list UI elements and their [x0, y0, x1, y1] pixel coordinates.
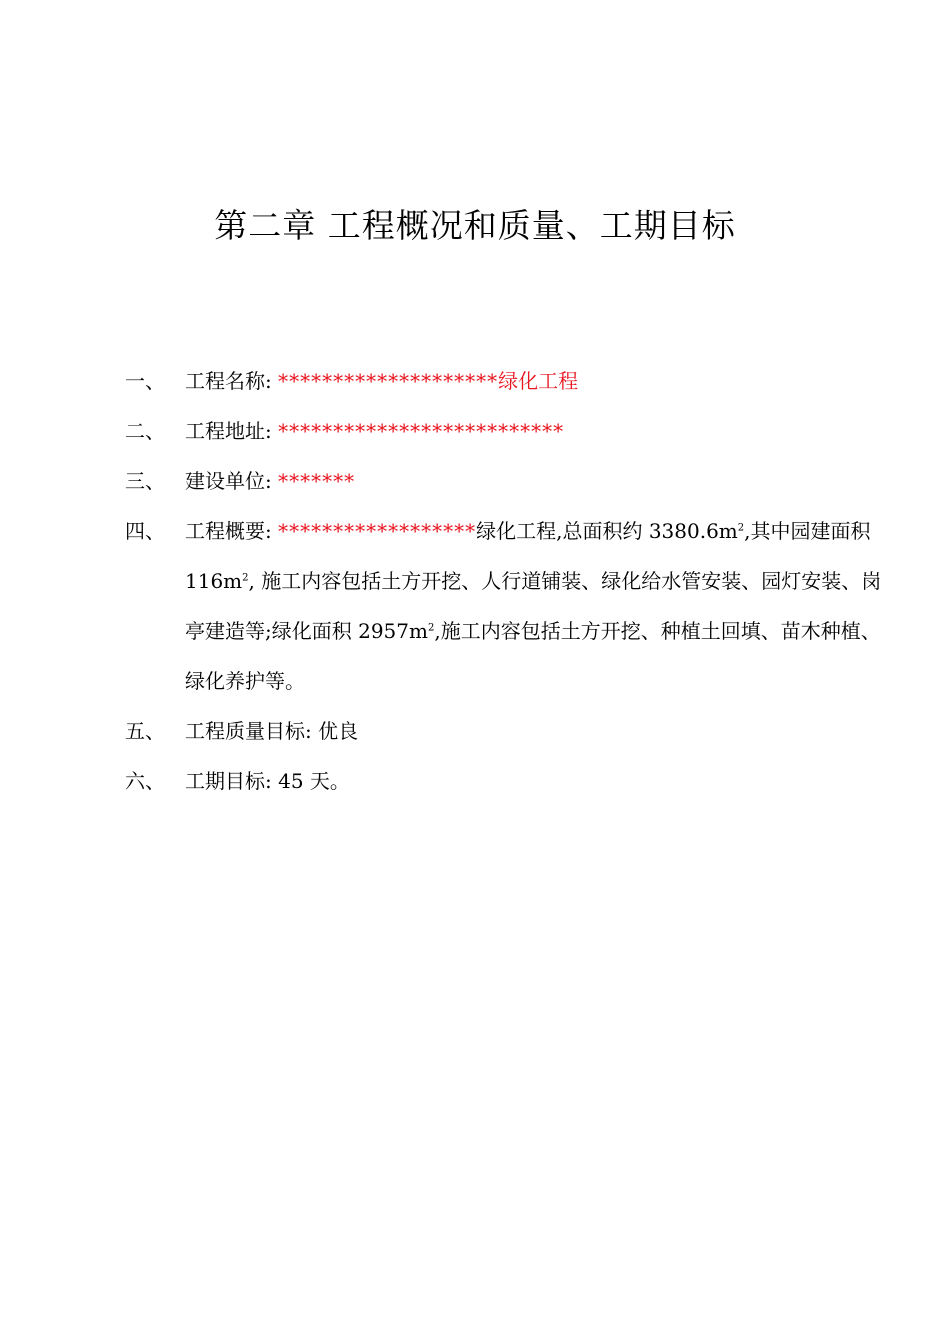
item-number: 二、: [125, 419, 165, 443]
project-info-list: [125, 356, 895, 806]
item-number: 三、: [125, 469, 165, 493]
summary-paragraph: 工程概要: ******************绿化工程,总面积约 $3380.6m^2$,其中园建面积 $116m^2$, 施工内容包括土方开挖、人行道铺装、绿化给水管安装、园灯安装、岗亭建造等;绿化面积 $2957m^2$,施工内容包括土方开挖、种植土回填、苗木种植、绿化养护等。: [185, 519, 882, 693]
chapter-title: 第二章 工程概况和质量、工期目标: [214, 206, 736, 245]
item-value: 45 天。: [278, 769, 350, 793]
list-item-quality-target: [125, 706, 895, 756]
item-number: 六、: [125, 769, 165, 793]
item-label: 工程地址:: [185, 419, 272, 443]
list-item-project-name: [125, 356, 895, 406]
item-number: 四、: [125, 519, 165, 543]
project-name-tail: 绿化工程: [498, 369, 579, 393]
redacted-value: ********************: [278, 369, 499, 393]
item-number: 五、: [125, 719, 165, 743]
item-label: 建设单位:: [185, 469, 272, 493]
redacted-value: *******: [278, 469, 356, 493]
item-label: 工程概要:: [185, 519, 272, 543]
list-item-schedule-target: [125, 756, 895, 806]
list-item-project-summary: [125, 506, 895, 706]
item-label: 工期目标:: [185, 769, 272, 793]
item-number: 一、: [125, 369, 165, 393]
list-item-client: [125, 456, 895, 506]
item-label: 工程质量目标:: [185, 719, 312, 743]
redacted-value: **************************: [278, 419, 565, 443]
item-value: 优良: [318, 719, 359, 743]
redacted-value: ******************: [278, 519, 477, 543]
list-item-project-address: [125, 406, 895, 456]
item-label: 工程名称:: [185, 369, 272, 393]
